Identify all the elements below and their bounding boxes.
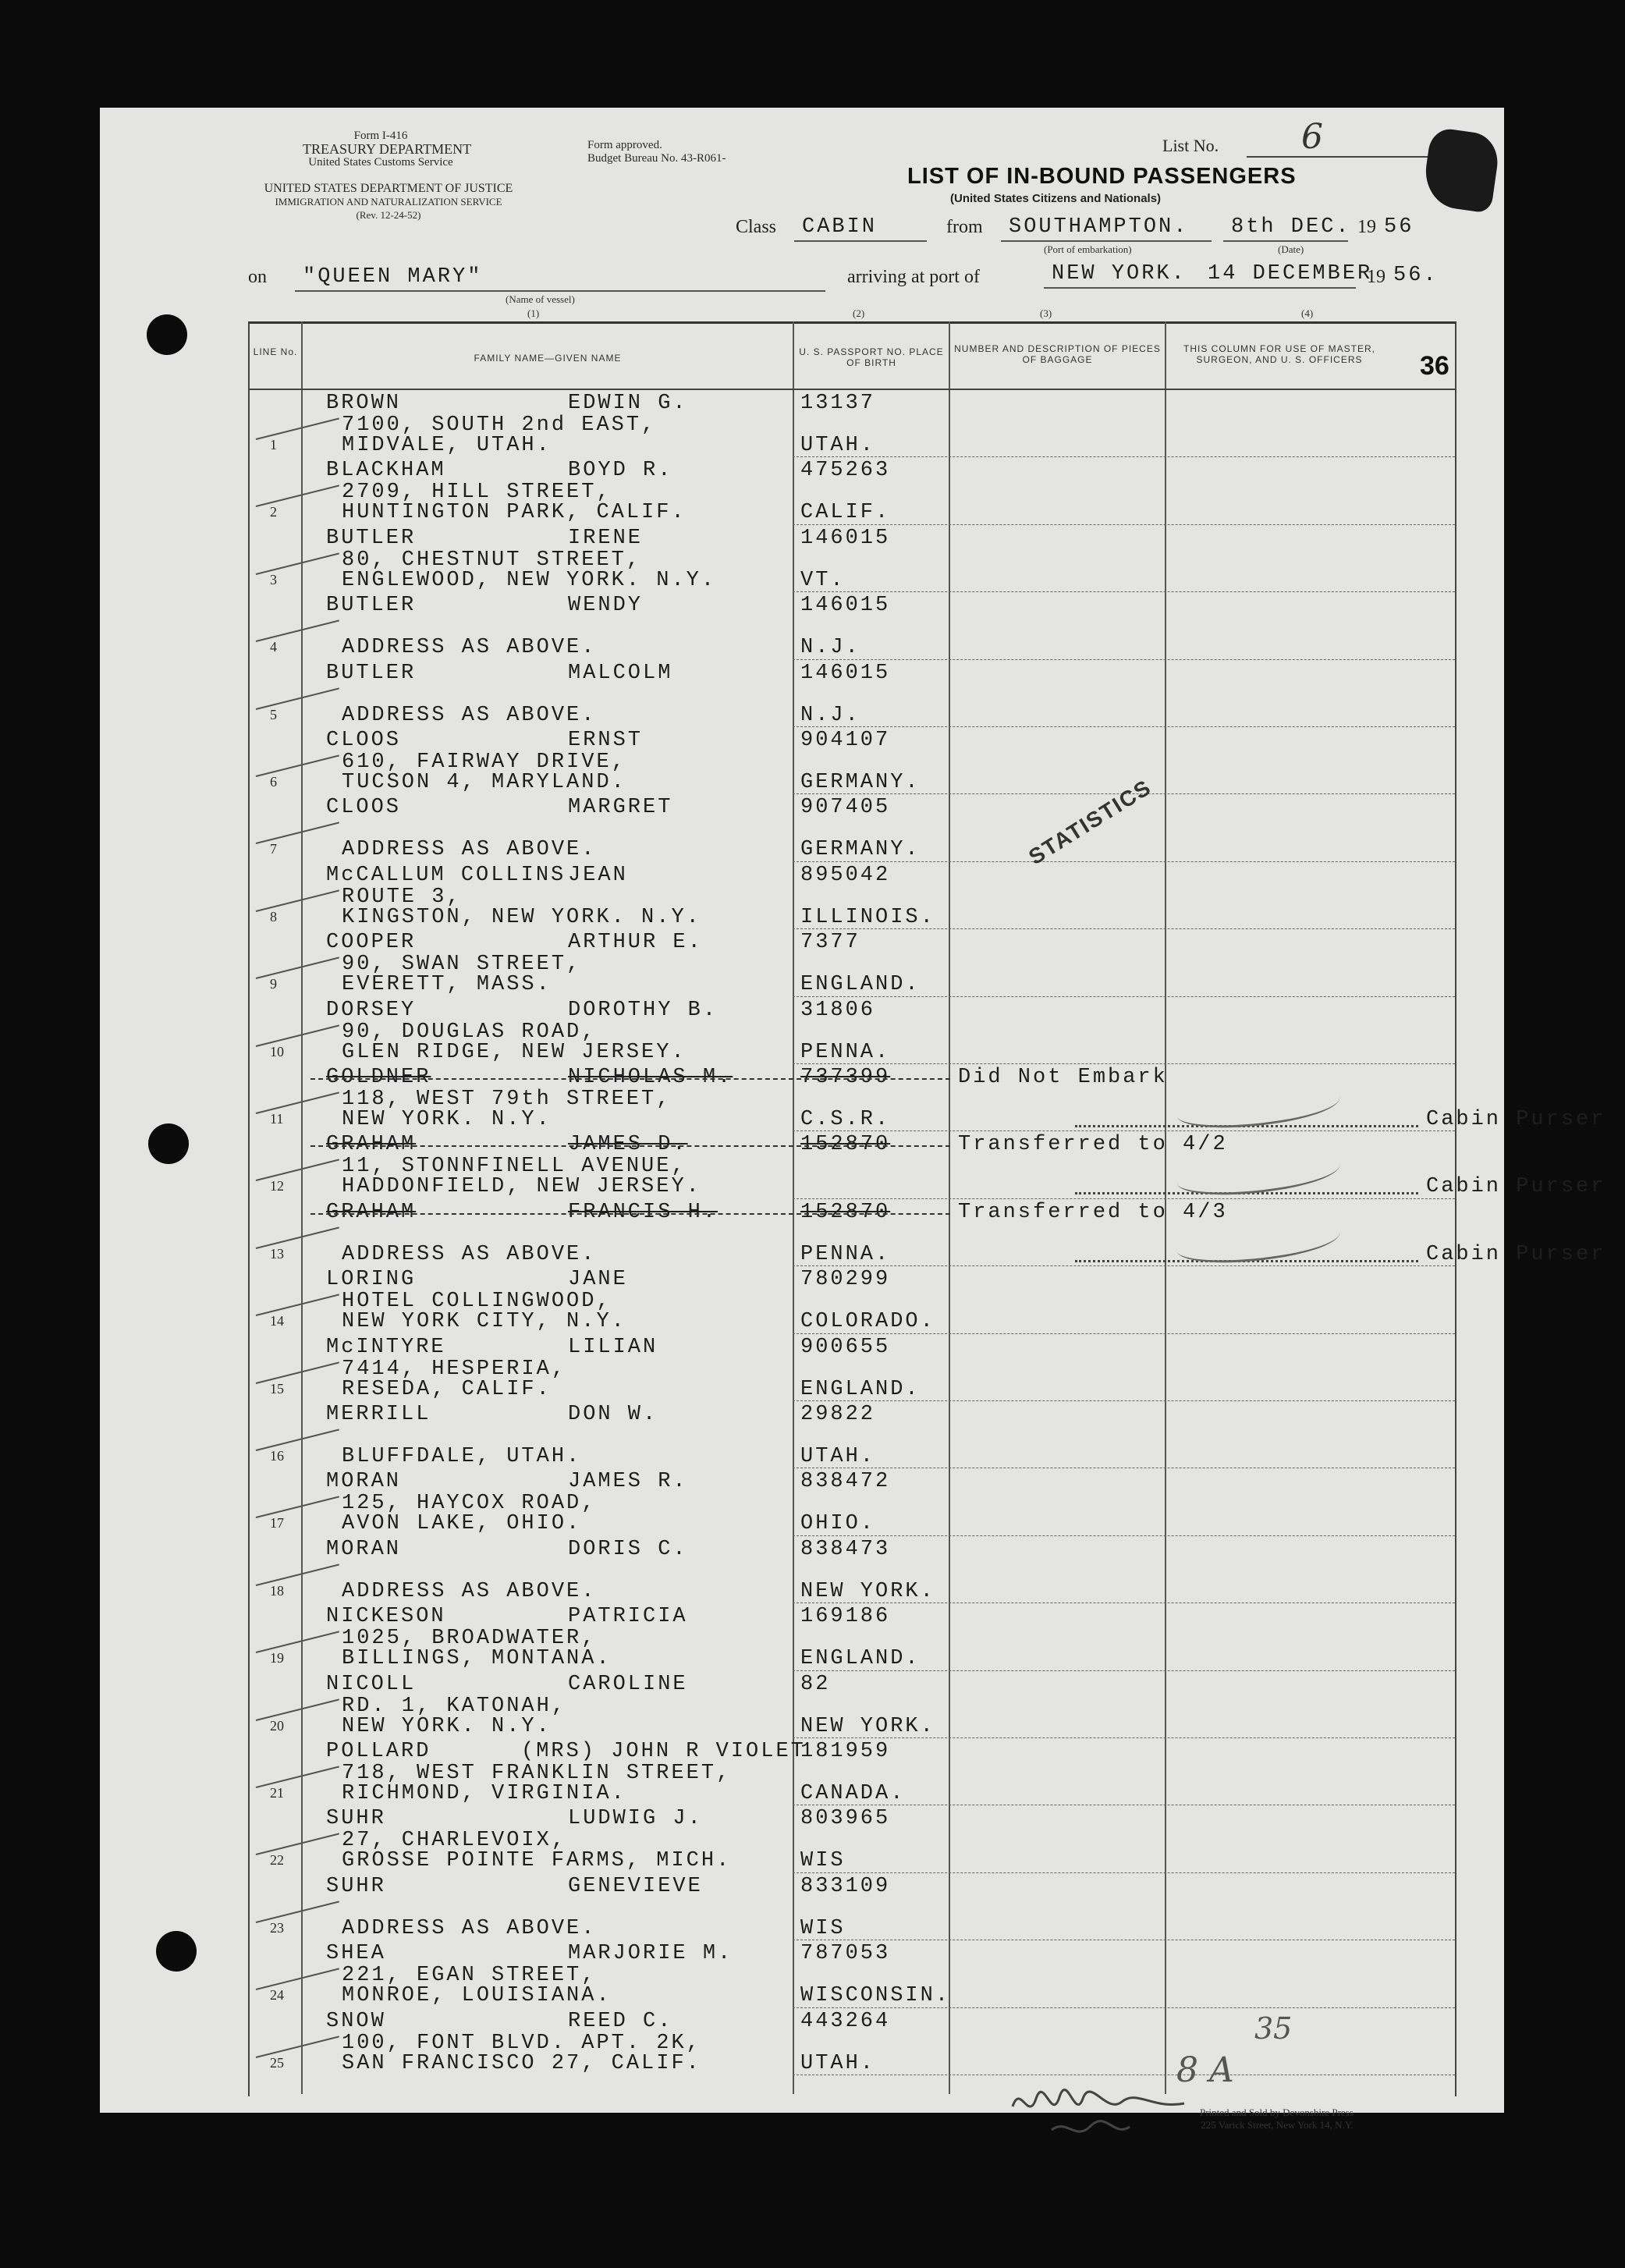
check-mark xyxy=(256,889,339,912)
vessel-caption: (Name of vessel) xyxy=(506,293,575,305)
check-mark xyxy=(256,1159,339,1182)
address-line-2: ADDRESS AS ABOVE. xyxy=(342,636,597,660)
printer-imprint: Printed and Sold by Devonshire Press 225 Varick Street, New York 14, N.Y. xyxy=(1200,2107,1354,2131)
check-mark xyxy=(256,485,339,508)
port-caption: (Port of embarkation) xyxy=(1044,243,1132,255)
from-underline xyxy=(1001,240,1212,242)
table-row xyxy=(248,1671,1455,1738)
place-of-birth: PENNA. xyxy=(800,1040,891,1064)
line-number: 19 xyxy=(270,1650,284,1666)
passport-number: 146015 xyxy=(800,661,891,685)
given-name: MARJORIE M. xyxy=(568,1942,733,1966)
passport-number: 13137 xyxy=(800,392,876,415)
check-mark xyxy=(256,2036,339,2058)
family-name: NICOLL xyxy=(326,1672,417,1696)
place-of-birth: OHIO. xyxy=(800,1512,876,1536)
place-of-birth: C.S.R. xyxy=(800,1108,891,1131)
passport-number: 7377 xyxy=(800,931,860,955)
place-of-birth: NEW YORK. xyxy=(800,1714,935,1738)
family-name: McCALLUM COLLINS xyxy=(326,863,566,887)
strike-line xyxy=(310,1145,950,1147)
address-line-2: GLEN RIDGE, NEW JERSEY. xyxy=(342,1040,687,1064)
place-of-birth: CANADA. xyxy=(800,1782,906,1805)
family-name: DORSEY xyxy=(326,998,417,1022)
given-name: ARTHUR E. xyxy=(568,931,703,955)
table-row xyxy=(248,1468,1455,1535)
col-number-3: (3) xyxy=(1040,307,1052,319)
passport-number: 443264 xyxy=(800,2009,891,2033)
table-row xyxy=(248,1199,1606,1266)
check-mark xyxy=(256,1294,339,1317)
family-name: BUTLER xyxy=(326,594,417,618)
line-number: 12 xyxy=(270,1178,284,1194)
family-name: BUTLER xyxy=(326,661,417,685)
baggage-note: Did Not Embark xyxy=(958,1066,1168,1089)
given-name: JANE xyxy=(568,1268,628,1292)
given-name: WENDY xyxy=(568,594,644,618)
given-name: DORIS C. xyxy=(568,1537,688,1561)
col-number-4: (4) xyxy=(1301,307,1314,319)
check-mark xyxy=(256,1968,339,1991)
line-number: 22 xyxy=(270,1852,284,1869)
line-number: 7 xyxy=(270,841,277,857)
address-line-2: NEW YORK. N.Y. xyxy=(342,1108,552,1131)
passport-number: 152870 xyxy=(800,1133,891,1157)
check-mark xyxy=(256,1361,339,1384)
place-of-birth: UTAH. xyxy=(800,1445,876,1468)
given-name: MARGRET xyxy=(568,796,673,820)
purser-signature xyxy=(1176,1149,1342,1199)
line-number: 21 xyxy=(270,1785,284,1801)
place-of-birth: GERMANY. xyxy=(800,771,921,794)
table-row xyxy=(248,1738,1455,1805)
address-line-1: 2709, HILL STREET, xyxy=(342,481,612,505)
passport-number: 838472 xyxy=(800,1470,891,1494)
form-title: LIST OF IN-BOUND PASSENGERS xyxy=(907,164,1297,189)
address-line-2: ADDRESS AS ABOVE. xyxy=(342,1242,597,1266)
address-line-1: ROUTE 3, xyxy=(342,885,462,909)
strike-line xyxy=(310,1213,950,1215)
from-label: from xyxy=(946,217,983,237)
place-of-birth: NEW YORK. xyxy=(800,1579,935,1603)
address-line-2: SAN FRANCISCO 27, CALIF. xyxy=(342,2051,701,2075)
line-number: 3 xyxy=(270,571,277,587)
check-mark xyxy=(256,620,339,643)
check-mark xyxy=(256,1563,339,1586)
place-of-birth: WIS xyxy=(800,1916,846,1940)
address-line-1: 11, STONNFINELL AVENUE, xyxy=(342,1155,687,1179)
list-no-value: 6 xyxy=(1301,117,1323,157)
arrival-underline xyxy=(1044,287,1356,289)
place-of-birth: PENNA. xyxy=(800,1242,891,1266)
passport-number: 907405 xyxy=(800,796,891,820)
arrival-date: 14 DECEMBER xyxy=(1208,262,1373,286)
address-line-1: 27, CHARLEVOIX, xyxy=(342,1829,567,1853)
line-number: 11 xyxy=(270,1111,284,1127)
arriving-label: arriving at port of xyxy=(847,267,980,287)
check-mark xyxy=(256,1226,339,1249)
given-name: LUDWIG J. xyxy=(568,1807,703,1831)
check-mark xyxy=(256,1698,339,1721)
place-of-birth: ENGLAND. xyxy=(800,1377,921,1401)
family-name: CLOOS xyxy=(326,729,402,752)
passport-number: 895042 xyxy=(800,863,891,887)
family-name: GOLDNER xyxy=(326,1066,431,1089)
place-of-birth: GERMANY. xyxy=(800,838,921,862)
table-row xyxy=(248,1334,1455,1401)
address-line-1: 7414, HESPERIA, xyxy=(342,1357,567,1381)
baggage-note: Transferred to 4/3 xyxy=(958,1200,1228,1224)
given-name: DON W. xyxy=(568,1403,658,1426)
address-line-2: NEW YORK CITY, N.Y. xyxy=(342,1310,626,1334)
given-name: PATRICIA xyxy=(568,1605,688,1629)
address-line-2: ADDRESS AS ABOVE. xyxy=(342,1579,597,1603)
table-row xyxy=(248,1805,1455,1872)
given-name: CAROLINE xyxy=(568,1672,688,1696)
list-no-line xyxy=(1247,156,1449,158)
form-number-block: Form I-416 TREASURY DEPARTMENT United States Customs Service xyxy=(303,130,472,169)
place-of-birth: WIS xyxy=(800,1849,846,1873)
passport-number: 29822 xyxy=(800,1403,876,1426)
col-header-passport: U. S. PASSPORT NO. PLACE OF BIRTH xyxy=(799,346,944,368)
year-value: 56 xyxy=(1384,215,1414,239)
family-name: SUHR xyxy=(326,1874,386,1898)
passport-number: 146015 xyxy=(800,526,891,550)
address-line-2: ADDRESS AS ABOVE. xyxy=(342,1916,597,1940)
passport-number: 900655 xyxy=(800,1335,891,1359)
check-mark xyxy=(256,822,339,845)
passport-number: 146015 xyxy=(800,594,891,618)
address-line-2: HUNTINGTON PARK, CALIF. xyxy=(342,501,687,525)
line-number: 5 xyxy=(270,706,277,722)
address-line-2: ADDRESS AS ABOVE. xyxy=(342,838,597,862)
handwritten-signature xyxy=(1005,2075,1208,2146)
statistics-stamp: STATISTICS xyxy=(1024,774,1156,870)
purser-label: Cabin Purser xyxy=(1426,1175,1606,1199)
family-name: GRAHAM xyxy=(326,1133,417,1157)
table-row xyxy=(248,1401,1455,1468)
passport-number: 31806 xyxy=(800,998,876,1022)
place-of-birth: UTAH. xyxy=(800,434,876,457)
class-label: Class xyxy=(736,217,777,237)
family-name: MORAN xyxy=(326,1470,402,1494)
check-mark xyxy=(256,1024,339,1047)
family-name: MERRILL xyxy=(326,1403,431,1426)
table-row xyxy=(248,1064,1606,1131)
table-row xyxy=(248,457,1455,524)
family-name: MORAN xyxy=(326,1537,402,1561)
family-name: NICKESON xyxy=(326,1605,446,1629)
passport-number: 152870 xyxy=(800,1200,891,1224)
line-number: 10 xyxy=(270,1043,284,1059)
col-header-line-no: LINE No. xyxy=(253,346,298,357)
passport-number: 169186 xyxy=(800,1605,891,1629)
punch-hole xyxy=(148,1123,189,1164)
place-of-birth: COLORADO. xyxy=(800,1310,935,1334)
check-mark xyxy=(256,417,339,440)
address-line-2: BLUFFDALE, UTAH. xyxy=(342,1445,582,1468)
arrival-year-prefix: 19 xyxy=(1367,267,1386,287)
address-line-2: TUCSON 4, MARYLAND. xyxy=(342,771,626,794)
family-name: SHEA xyxy=(326,1942,386,1966)
address-line-1: 1025, BROADWATER, xyxy=(342,1627,597,1651)
given-name: EDWIN G. xyxy=(568,392,688,415)
place-of-birth: UTAH. xyxy=(800,2051,876,2075)
given-name: MALCOLM xyxy=(568,661,673,685)
handwritten-annotation: 8 A xyxy=(1176,2050,1234,2090)
line-number: 8 xyxy=(270,908,277,925)
address-line-2: RICHMOND, VIRGINIA. xyxy=(342,1782,626,1805)
given-name: IRENE xyxy=(568,526,644,550)
line-number: 13 xyxy=(270,1245,284,1262)
address-line-1: 718, WEST FRANKLIN STREET, xyxy=(342,1762,732,1785)
given-name: JAMES R. xyxy=(568,1470,688,1494)
passport-number: 780299 xyxy=(800,1268,891,1292)
arrival-port: NEW YORK. xyxy=(1052,262,1187,286)
list-no-label: List No. xyxy=(1162,136,1219,155)
given-name: NICHOLAS M. xyxy=(568,1066,733,1089)
family-name: McINTYRE xyxy=(326,1335,446,1359)
check-mark xyxy=(256,1901,339,1923)
address-line-1: 90, DOUGLAS ROAD, xyxy=(342,1020,597,1044)
passport-number: 737399 xyxy=(800,1066,891,1089)
date-caption: (Date) xyxy=(1278,243,1304,255)
purser-signature xyxy=(1176,1217,1342,1267)
family-name: GRAHAM xyxy=(326,1200,417,1224)
purser-label: Cabin Purser xyxy=(1426,1108,1606,1131)
address-line-2: ENGLEWOOD, NEW YORK. N.Y. xyxy=(342,568,717,592)
line-number: 14 xyxy=(270,1313,284,1329)
table-row xyxy=(248,862,1455,929)
purser-signature xyxy=(1176,1082,1342,1132)
check-mark xyxy=(256,1833,339,1856)
family-name: BROWN xyxy=(326,392,402,415)
address-line-1: 610, FAIRWAY DRIVE, xyxy=(342,751,626,774)
given-name: (MRS) JOHN R VIOLET xyxy=(521,1740,806,1763)
given-name: FRANCIS H. xyxy=(568,1200,718,1224)
given-name: BOYD R. xyxy=(568,459,673,483)
address-line-1: 80, CHESTNUT STREET, xyxy=(342,548,642,572)
check-mark xyxy=(256,552,339,575)
line-number: 2 xyxy=(270,504,277,520)
col-header-name: FAMILY NAME—GIVEN NAME xyxy=(474,353,622,364)
line-number: 6 xyxy=(270,774,277,790)
family-name: BLACKHAM xyxy=(326,459,446,483)
check-mark xyxy=(256,754,339,777)
line-number: 20 xyxy=(270,1717,284,1734)
punch-hole xyxy=(156,1931,197,1972)
family-name: CLOOS xyxy=(326,796,402,820)
passport-number: 833109 xyxy=(800,1874,891,1898)
address-line-2: MONROE, LOUISIANA. xyxy=(342,1984,612,2008)
family-name: POLLARD xyxy=(326,1740,431,1763)
given-name: GENEVIEVE xyxy=(568,1874,703,1898)
address-line-1: 221, EGAN STREET, xyxy=(342,1964,597,1988)
line-number: 15 xyxy=(270,1380,284,1397)
family-name: LORING xyxy=(326,1268,417,1292)
address-line-2: EVERETT, MASS. xyxy=(342,973,552,997)
table-row xyxy=(248,1131,1606,1199)
address-line-1: 125, HAYCOX ROAD, xyxy=(342,1492,597,1516)
address-line-1: 118, WEST 79th STREET, xyxy=(342,1088,672,1111)
given-name: LILIAN xyxy=(568,1335,658,1359)
passenger-manifest-page xyxy=(100,108,1606,2131)
line-number: 16 xyxy=(270,1448,284,1464)
given-name: DOROTHY B. xyxy=(568,998,718,1022)
address-line-2: KINGSTON, NEW YORK. N.Y. xyxy=(342,905,701,929)
line-number: 1 xyxy=(270,437,277,453)
family-name: BUTLER xyxy=(326,526,417,550)
check-mark xyxy=(256,687,339,710)
address-line-2: ADDRESS AS ABOVE. xyxy=(342,703,597,727)
address-line-1: 90, SWAN STREET, xyxy=(342,953,582,977)
address-line-1: 100, FONT BLVD. APT. 2K, xyxy=(342,2031,701,2055)
table-row xyxy=(248,1873,1455,1940)
class-underline xyxy=(794,240,927,242)
table-row xyxy=(248,1266,1455,1333)
handwritten-annotation-top: 35 xyxy=(1254,2011,1293,2046)
passport-number: 904107 xyxy=(800,729,891,752)
line-number: 25 xyxy=(270,2054,284,2071)
passport-number: 787053 xyxy=(800,1942,891,1966)
place-of-birth: ENGLAND. xyxy=(800,973,921,997)
arrival-year: 56. xyxy=(1393,264,1439,287)
family-name: SNOW xyxy=(326,2009,386,2033)
check-mark xyxy=(256,1496,339,1519)
address-line-2: MIDVALE, UTAH. xyxy=(342,434,552,457)
punch-hole xyxy=(147,314,187,355)
vessel-underline xyxy=(295,290,825,292)
table-row xyxy=(248,997,1455,1064)
class-value: CABIN xyxy=(802,215,878,239)
place-of-birth: WISCONSIN. xyxy=(800,1984,951,2008)
check-mark xyxy=(256,957,339,980)
passport-number: 838473 xyxy=(800,1537,891,1561)
place-of-birth: N.J. xyxy=(800,636,860,660)
budget-approval-block: Form approved. Budget Bureau No. 43-R061- xyxy=(587,139,726,165)
address-line-1: RD. 1, KATONAH, xyxy=(342,1694,567,1718)
date-underline xyxy=(1223,240,1348,242)
given-name: ERNST xyxy=(568,729,644,752)
check-mark xyxy=(256,1429,339,1451)
page-number: 36 xyxy=(1420,351,1449,381)
passport-number: 803965 xyxy=(800,1807,891,1831)
address-line-2: RESEDA, CALIF. xyxy=(342,1377,552,1401)
col-header-baggage: NUMBER AND DESCRIPTION OF PIECES OF BAGGAGE xyxy=(954,343,1161,365)
address-line-2: NEW YORK. N.Y. xyxy=(342,1714,552,1738)
line-number: 18 xyxy=(270,1582,284,1599)
ink-blot xyxy=(1421,126,1501,214)
given-name: JAMES D. xyxy=(568,1133,688,1157)
vessel-name: "QUEEN MARY" xyxy=(303,265,483,289)
table-row xyxy=(248,1940,1455,2007)
on-label: on xyxy=(248,267,267,287)
col-number-2: (2) xyxy=(853,307,865,319)
check-mark xyxy=(256,1766,339,1788)
col-number-1: (1) xyxy=(527,307,540,319)
col-header-officers: THIS COLUMN FOR USE OF MASTER, SURGEON, AND U. S. OFFICERS xyxy=(1183,343,1375,365)
place-of-birth: N.J. xyxy=(800,703,860,727)
given-name: JEAN xyxy=(568,863,628,887)
table-row xyxy=(248,794,1455,861)
embarkation-date: 8th DEC. xyxy=(1231,215,1351,239)
given-name: REED C. xyxy=(568,2009,673,2033)
table-row xyxy=(248,525,1455,592)
passport-number: 181959 xyxy=(800,1740,891,1763)
address-line-2: GROSSE POINTE FARMS, MICH. xyxy=(342,1849,732,1873)
baggage-note: Transferred to 4/2 xyxy=(958,1133,1228,1157)
line-number: 23 xyxy=(270,1919,284,1936)
place-of-birth: CALIF. xyxy=(800,501,891,525)
table-row xyxy=(248,592,1455,659)
passport-number: 82 xyxy=(800,1672,831,1696)
port-of-embarkation: SOUTHAMPTON. xyxy=(1009,215,1189,239)
table-row xyxy=(248,929,1455,996)
check-mark xyxy=(256,1631,339,1654)
family-name: SUHR xyxy=(326,1807,386,1831)
address-line-2: HADDONFIELD, NEW JERSEY. xyxy=(342,1175,701,1199)
year-prefix: 19 xyxy=(1357,217,1376,237)
table-row xyxy=(248,727,1455,794)
table-row xyxy=(248,1603,1455,1670)
strike-line xyxy=(310,1078,950,1080)
check-mark xyxy=(256,1091,339,1114)
place-of-birth: ILLINOIS. xyxy=(800,905,935,929)
address-line-2: BILLINGS, MONTANA. xyxy=(342,1647,612,1671)
line-number: 9 xyxy=(270,976,277,992)
family-name: COOPER xyxy=(326,931,417,955)
form-subtitle: (United States Citizens and Nationals) xyxy=(950,192,1162,205)
address-line-2: AVON LAKE, OHIO. xyxy=(342,1512,582,1536)
purser-label: Cabin Purser xyxy=(1426,1242,1606,1266)
line-number: 4 xyxy=(270,639,277,655)
table-row xyxy=(248,390,1455,457)
line-number: 17 xyxy=(270,1515,284,1532)
table-row xyxy=(248,1536,1455,1603)
line-number: 24 xyxy=(270,1987,284,2004)
address-line-1: HOTEL COLLINGWOOD, xyxy=(342,1290,612,1314)
table-row xyxy=(248,660,1455,727)
place-of-birth: ENGLAND. xyxy=(800,1647,921,1671)
passport-number: 475263 xyxy=(800,459,891,483)
department-block: UNITED STATES DEPARTMENT OF JUSTICE IMMIGRATION AND NATURALIZATION SERVICE (Rev. 12-24-52) xyxy=(264,182,513,221)
place-of-birth: VT. xyxy=(800,568,846,592)
address-line-1: 7100, SOUTH 2nd EAST, xyxy=(342,413,657,437)
